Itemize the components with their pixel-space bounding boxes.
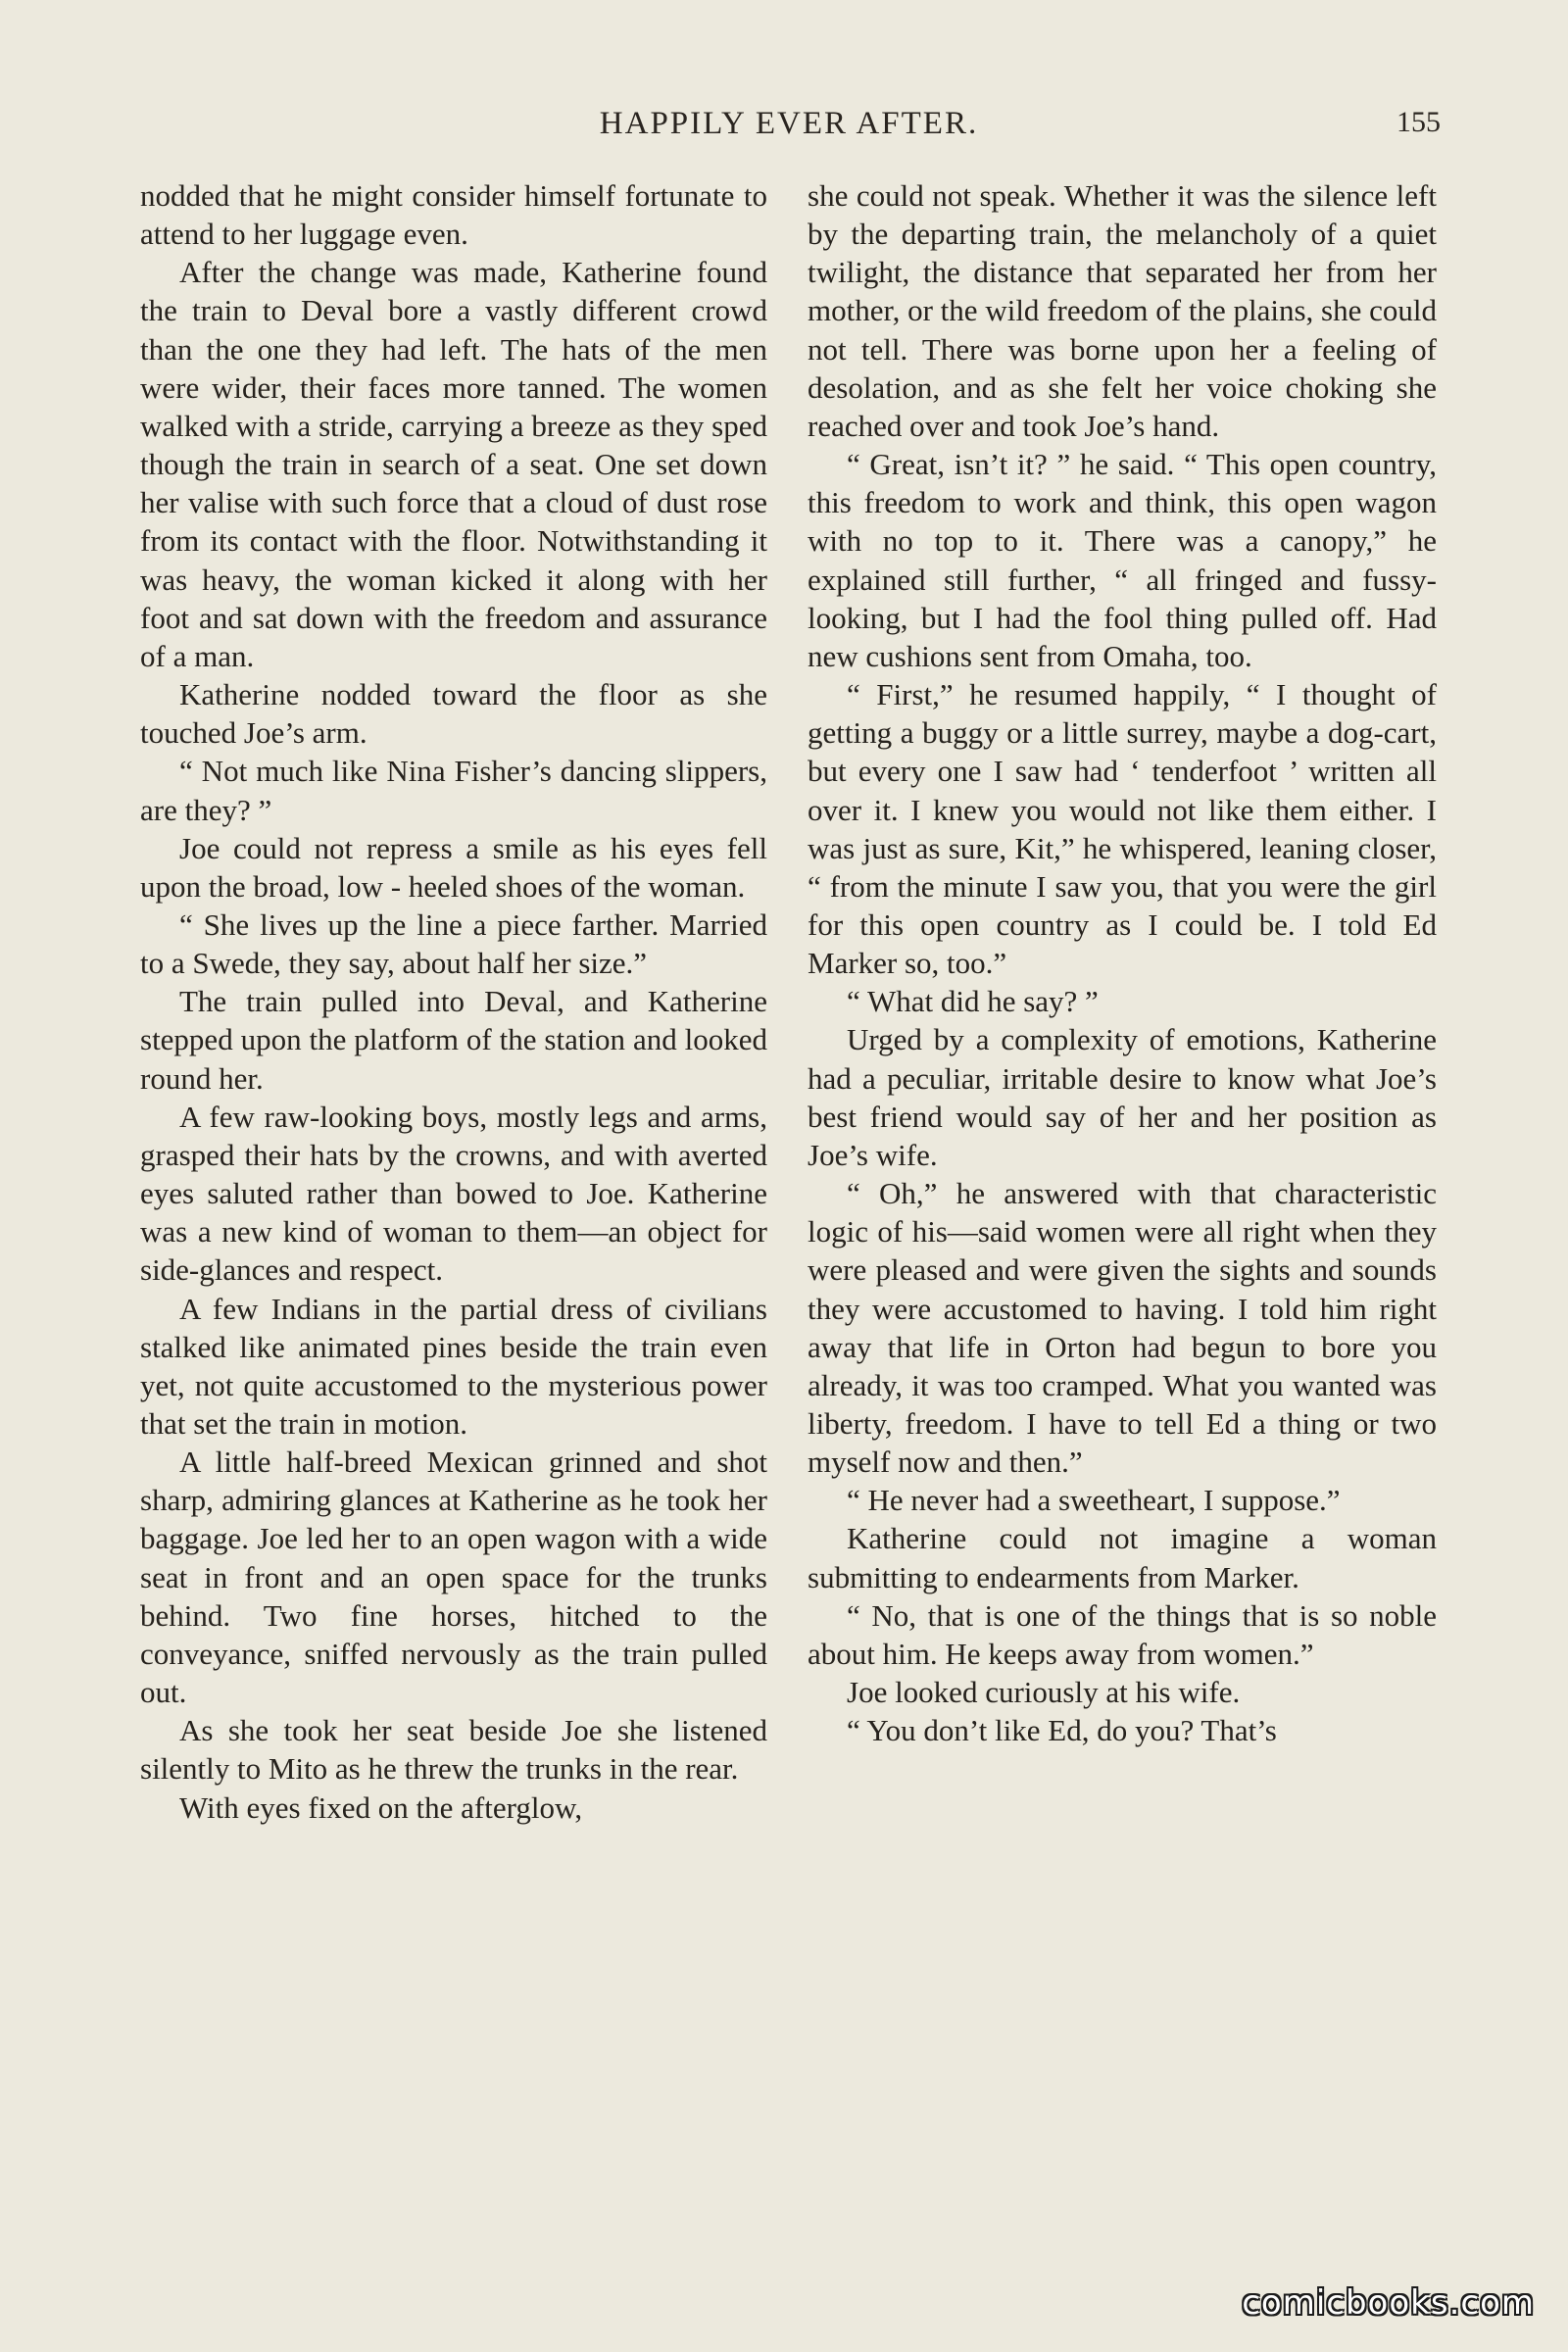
paragraph: she could not speak. Whether it was the silence left by the departing train, the melancholy of a quiet twilight, the distance that separated her from her mother, or the wild freedom of the plains, she could not tell. There was borne upon her a feeling of desolation, and as she felt her voice choking she reached over and took Joe’s hand. [808,178,1437,443]
paragraph: “ No, that is one of the things that is so noble about him. He keeps away from women.” [808,1597,1437,1671]
paragraph: nodded that he might consider himself fortunate to attend to her luggage even. [140,178,767,252]
running-title: HAPPILY EVER AFTER. [599,106,979,141]
left-text-column [140,176,767,1827]
paragraph: A few raw-looking boys, mostly legs and arms, grasped their hats by the crowns, and with averted eyes saluted rather than bowed to Joe. Katherine was a new kind of woman to them—an object for side-glances and respect. [140,1099,767,1288]
paragraph: With eyes fixed on the afterglow, [179,1789,583,1825]
paragraph: “ You don’t like Ed, do you? That’s [847,1713,1277,1748]
watermark-logo: comicbooks.com [1242,2283,1535,2323]
paragraph: Joe could not repress a smile as his eyes fell upon the broad, low - heeled shoes of the woman. [140,830,767,904]
paragraph: Joe looked curiously at his wife. [847,1675,1241,1710]
paragraph: “ She lives up the line a piece farther. Married to a Swede, they say, about half her size.” [140,906,767,981]
paragraph: A little half-breed Mexican grinned and shot sharp, admiring glances at Katherine as he took her baggage. Joe led her to an open wagon with a wide seat in front and an open space for the trunks behind. Two fine horses, hitched to the conveyance, sniffed nervously as the train pulled out. [140,1445,767,1710]
paragraph: “ Great, isn’t it? ” he said. “ This open country, this freedom to work and think, this open wagon with no top to it. There was a canopy,” he explained still further, “ all fringed and fussy-looking, but I had the fool thing pulled off. Had new cushions sent from Omaha, too. [808,447,1437,673]
paragraph: As she took her seat beside Joe she listened silently to Mito as he threw the trunks in the rear. [140,1713,767,1787]
paragraph: The train pulled into Deval, and Katherine stepped upon the platform of the station and looked round her. [140,984,767,1096]
paragraph: Katherine nodded toward the floor as she touched Joe’s arm. [140,677,767,751]
right-text-column [808,176,1437,1749]
paragraph: “ First,” he resumed happily, “ I thought of getting a buggy or a little surrey, maybe a dog-cart, but every one I saw had ‘ tenderfoot ’ written all over it. I knew you would not like them either. I was just as sure, Kit,” he whispered, leaning closer, “ from the minute I saw you, that you were the girl for this open country as I could be. I told Ed Marker so, too.” [808,677,1437,981]
paragraph: “ Oh,” he answered with that characteristic logic of his—said women were all right when they were pleased and were given the sights and sounds they were accustomed to having. I told him right away that life in Orton had begun to bore you already, it was too cramped. What you wanted was liberty, freedom. I have to tell Ed a thing or two myself now and then.” [808,1176,1437,1480]
paragraph: “ Not much like Nina Fisher’s dancing slippers, are they? ” [140,754,767,827]
paragraph: After the change was made, Katherine found the train to Deval bore a vastly different crowd than the one they had left. The hats of the men were wider, their faces more tanned. The women walked with a stride, carrying a breeze as they sped though the train in search of a seat. One set down her valise with such force that a cloud of dust rose from its contact with the floor. Notwithstanding it was heavy, the woman kicked it along with her foot and sat down with the freedom and assurance of a man. [140,255,767,673]
paragraph: “ He never had a sweetheart, I suppose.” [847,1483,1341,1518]
paragraph: A few Indians in the partial dress of civilians stalked like animated pines beside the train even yet, not quite accustomed to the mysterious power that set the train in motion. [140,1291,767,1441]
paragraph: “ What did he say? ” [847,984,1099,1019]
paragraph: Katherine could not imagine a woman submitting to endearments from Marker. [808,1521,1437,1594]
paragraph: Urged by a complexity of emotions, Katherine had a peculiar, irritable desire to know what Joe’s best friend would say of her and her position as Joe’s wife. [808,1022,1437,1172]
page-number: 155 [1396,106,1441,138]
page-header [137,106,1441,155]
